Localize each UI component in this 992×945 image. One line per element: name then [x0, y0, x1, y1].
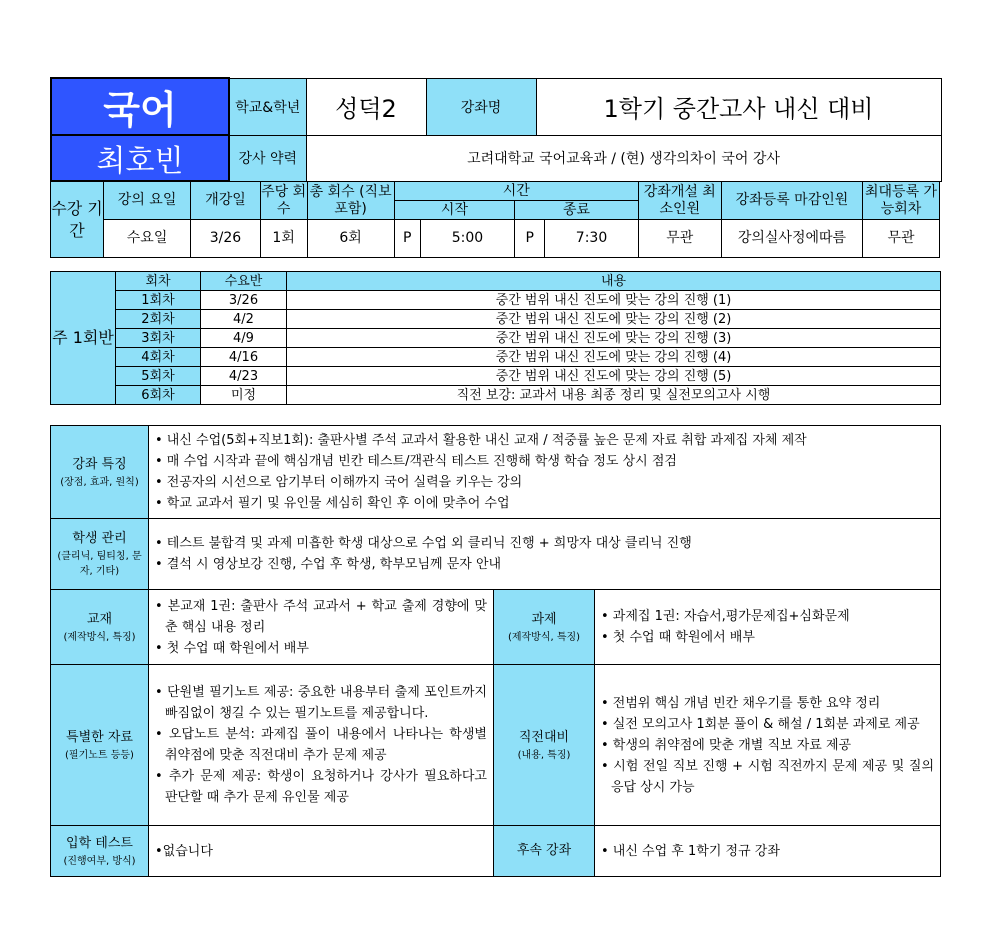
- list-item: • 과제집 1권: 자습서,평가문제집+심화문제: [601, 609, 850, 624]
- weekly-header-wed: 수요반: [201, 272, 287, 291]
- prep-label-sub: (내용, 특징): [517, 749, 571, 761]
- table-row: [51, 348, 941, 367]
- features-label: [51, 426, 149, 519]
- teacher-name: 최호빈: [51, 135, 229, 181]
- value-max-register: 무관: [863, 220, 940, 258]
- header-day: 강의 요일: [103, 182, 190, 220]
- header-weekly-count: 주당 회수: [260, 182, 307, 220]
- weekly-table: [50, 271, 941, 405]
- date-cell: 3/26: [201, 291, 287, 310]
- value-end-time: 7:30: [545, 220, 638, 258]
- list-item: • 테스트 불합격 및 과제 미흡한 학생 대상으로 수업 외 클리닉 진행 + 희망자 대상 클리닉 진행: [155, 536, 692, 551]
- school-grade-value: 성덕2: [306, 78, 426, 135]
- value-day: 수요일: [103, 220, 190, 258]
- content-cell: 중간 범위 내신 진도에 맞는 강의 진행 (4): [287, 348, 941, 367]
- management-label-sub: (클리닉, 팀티칭, 문자, 기타): [57, 551, 142, 577]
- career-label: 강사 약력: [229, 135, 306, 181]
- schedule-table: [50, 181, 940, 258]
- textbook-label-text: 교재: [86, 611, 113, 627]
- content-cell: 중간 범위 내신 진도에 맞는 강의 진행 (5): [287, 367, 941, 386]
- subject-cell: 국어: [51, 78, 229, 135]
- homework-label-sub: (제작방식, 특징): [507, 631, 581, 643]
- table-row: [51, 291, 941, 310]
- list-item: • 첫 수업 때 학원에서 배부: [601, 630, 755, 645]
- header-time-end: 종료: [515, 201, 639, 220]
- textbook-label: [51, 590, 149, 665]
- entrance-label-sub: (진행여부, 방식): [63, 855, 136, 867]
- management-label: [51, 519, 149, 590]
- entrance-content: •없습니다: [149, 826, 494, 877]
- session-cell: 4회차: [116, 348, 201, 367]
- list-item: • 내신 수업 후 1학기 정규 강좌: [601, 843, 780, 859]
- special-label-text: 특별한 자료: [66, 729, 133, 745]
- info-table: [50, 425, 941, 877]
- weekly-header-content: 내용: [287, 272, 941, 291]
- followup-label: [494, 826, 595, 877]
- list-item: • 전범위 핵심 개념 빈칸 채우기를 통한 요약 정리: [601, 695, 881, 711]
- textbook-label-sub: (제작방식, 특징): [63, 631, 136, 643]
- management-content: [149, 519, 941, 590]
- content-cell: 중간 범위 내신 진도에 맞는 강의 진행 (3): [287, 329, 941, 348]
- header-table: [50, 77, 942, 182]
- homework-content: [595, 590, 941, 665]
- table-row: [51, 310, 941, 329]
- session-cell: 1회차: [116, 291, 201, 310]
- table-row: [51, 386, 941, 405]
- special-label: [51, 665, 149, 826]
- list-item: • 본교재 1권: 출판사 주석 교과서 + 학교 출제 경향에 맞춘 핵심 내용 정리: [155, 598, 487, 635]
- followup-content: [595, 826, 941, 877]
- content-cell: 직전 보강: 교과서 내용 최종 정리 및 실전모의고사 시행: [287, 386, 941, 405]
- textbook-content: [149, 590, 494, 665]
- header-time-start: 시작: [394, 201, 514, 220]
- value-weekly-count: 1회: [260, 220, 307, 258]
- weekly-side-label: 주 1회반: [51, 272, 116, 405]
- list-item: • 매 수업 시작과 끝에 핵심개념 빈칸 테스트/객관식 테스트 진행해 학생 학습 정도 상시 점검: [155, 454, 677, 469]
- list-item: • 학생의 취약점에 맞춘 개별 직보 자료 제공: [601, 737, 852, 753]
- career-value: 고려대학교 국어교육과 / (현) 생각의차이 국어 강사: [306, 135, 941, 181]
- list-item: • 오답노트 분석: 과제집 풀이 내용에서 나타나는 학생별 취약점에 맞춘 직전대비 추가 문제 제공: [155, 727, 487, 763]
- value-total-count: 6회: [307, 220, 394, 258]
- date-cell: 4/9: [201, 329, 287, 348]
- weekly-header-session: 회차: [116, 272, 201, 291]
- session-cell: 6회차: [116, 386, 201, 405]
- list-item: • 단원별 필기노트 제공: 중요한 내용부터 출제 포인트까지 빠짐없이 챙길 수 있는 필기노트를 제공합니다.: [155, 685, 487, 721]
- list-item: • 학교 교과서 필기 및 유인물 세심히 확인 후 이에 맞추어 수업: [155, 496, 510, 511]
- list-item: • 실전 모의고사 1회분 풀이 & 해설 / 1회분 과제로 제공: [601, 716, 920, 732]
- features-label-sub: (장점, 효과, 원칙): [60, 476, 139, 488]
- features-content: [149, 426, 941, 519]
- date-cell: 미정: [201, 386, 287, 405]
- value-min-people: 무관: [638, 220, 721, 258]
- prep-label: [494, 665, 595, 826]
- school-grade-label: 학교&학년: [229, 78, 306, 135]
- date-cell: 4/23: [201, 367, 287, 386]
- list-item: • 첫 수업 때 학원에서 배부: [155, 640, 309, 656]
- list-item: • 추가 문제 제공: 학생이 요청하거나 강사가 필요하다고 판단할 때 추가 문제 유인물 제공: [155, 769, 487, 805]
- list-item: • 내신 수업(5회+직보1회): 출판사별 주석 교과서 활용한 내신 교재 / 적중률 높은 문제 자료 취합 과제집 자체 제작: [155, 433, 807, 448]
- content-cell: 중간 범위 내신 진도에 맞는 강의 진행 (1): [287, 291, 941, 310]
- followup-label-text: 후속 강좌: [516, 843, 572, 858]
- homework-label-text: 과제: [531, 611, 557, 627]
- session-cell: 2회차: [116, 310, 201, 329]
- special-label-sub: (필기노트 등등): [65, 749, 134, 761]
- prep-label-text: 직전대비: [518, 729, 570, 745]
- value-start-date: 3/26: [191, 220, 261, 258]
- table-row: [51, 329, 941, 348]
- homework-label: [494, 590, 595, 665]
- header-min-people: 강좌개설 최소인원: [638, 182, 721, 220]
- value-deadline: 강의실사정에따름: [721, 220, 862, 258]
- entrance-label: [51, 826, 149, 877]
- header-total-count: 총 회수 (직보포함): [307, 182, 394, 220]
- session-cell: 5회차: [116, 367, 201, 386]
- list-item: • 시험 전일 직보 진행 + 시험 직전까지 문제 제공 및 질의응답 상시 가능: [601, 758, 935, 795]
- content-cell: 중간 범위 내신 진도에 맞는 강의 진행 (2): [287, 310, 941, 329]
- value-end-ampm: P: [515, 220, 545, 258]
- list-item: • 전공자의 시선으로 암기부터 이해까지 국어 실력을 키우는 강의: [155, 475, 523, 490]
- list-item: • 결석 시 영상보강 진행, 수업 후 학생, 학부모님께 문자 안내: [155, 557, 502, 572]
- prep-content: [595, 665, 941, 826]
- features-label-text: 강좌 특징: [72, 456, 127, 472]
- period-label: 수강 기간: [51, 182, 104, 258]
- special-content: [149, 665, 494, 826]
- entrance-label-text: 입학 테스트: [66, 835, 133, 851]
- session-cell: 3회차: [116, 329, 201, 348]
- table-row: [51, 367, 941, 386]
- lecture-name-value: 1학기 중간고사 내신 대비: [536, 78, 941, 135]
- date-cell: 4/2: [201, 310, 287, 329]
- value-start-ampm: P: [394, 220, 420, 258]
- value-start-time: 5:00: [420, 220, 515, 258]
- header-deadline: 강좌등록 마감인원: [721, 182, 862, 220]
- lecture-name-label: 강좌명: [426, 78, 536, 135]
- header-start-date: 개강일: [191, 182, 261, 220]
- date-cell: 4/16: [201, 348, 287, 367]
- header-time: 시간: [394, 182, 638, 201]
- management-label-text: 학생 관리: [72, 531, 127, 546]
- header-max-register: 최대등록 가능회차: [863, 182, 940, 220]
